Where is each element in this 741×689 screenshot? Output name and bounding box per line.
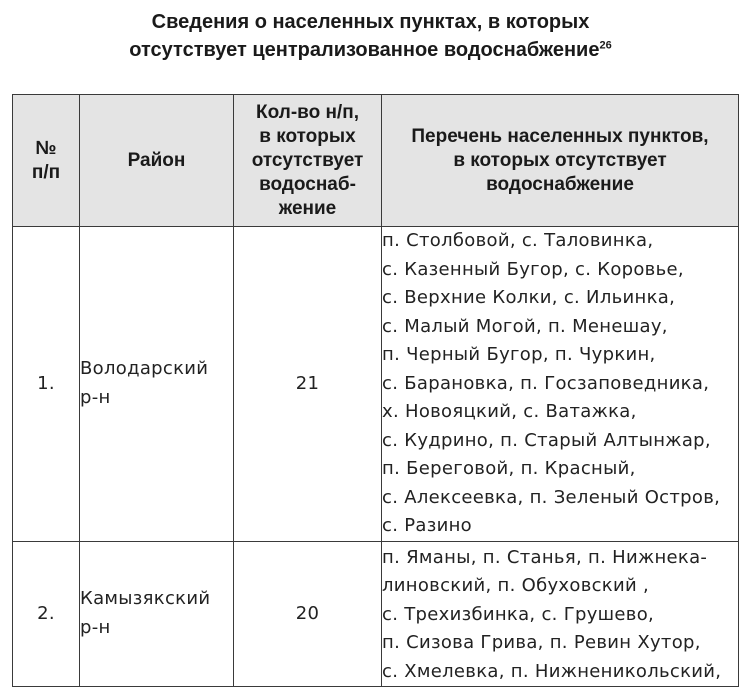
district-line: р-н (80, 386, 111, 408)
settlements-table (12, 94, 739, 687)
settlement-line: с. Барановка, п. Госзаповедника, (382, 372, 710, 394)
title-line-2 (0, 36, 741, 64)
header-list-line: в которых отсутствует (453, 149, 667, 171)
settlement-line: с. Хмелевка, п. Нижненикольский, (382, 660, 722, 682)
district-line: Камызякский (80, 588, 211, 610)
header-count-line: в которых (259, 125, 356, 147)
row-num: 1. (13, 227, 80, 542)
settlement-line: х. Новояцкий, с. Ватажка, (382, 401, 637, 422)
table-header-row (13, 95, 739, 227)
settlement-line: с. Казенный Бугор, с. Коровье, (382, 258, 684, 280)
row-settlement-list (382, 541, 739, 687)
header-count-line: жение (278, 197, 337, 219)
settlement-line: с. Трехизбинка, с. Грушево, (382, 603, 655, 625)
settlement-line: п. Черный Бугор, п. Чуркин, (382, 344, 656, 365)
row-count: 20 (234, 541, 382, 687)
settlement-line: с. Кудрино, п. Старый Алтынжар, (382, 429, 711, 451)
settlement-line: с. Алексеевка, п. Зеленый Остров, (382, 486, 721, 508)
header-num (13, 95, 80, 227)
settlement-line: п. Ямaны, п. Станья, п. Нижнека- (382, 546, 708, 568)
header-count-line: Кол-во н/п, (256, 101, 359, 123)
settlement-line: с. Верхние Колки, с. Ильинка, (382, 287, 676, 308)
district-line: р-н (80, 616, 111, 638)
settlement-line: п. Береговой, п. Красный, (382, 458, 636, 479)
row-count: 21 (234, 227, 382, 542)
row-district (80, 227, 234, 542)
header-list-line: водоснабжение (486, 173, 634, 195)
header-district: Район (80, 95, 234, 227)
row-settlement-list (382, 227, 739, 542)
settlement-line: с. Разино (382, 515, 472, 536)
header-list-line: Перечень населенных пунктов, (411, 125, 709, 147)
settlement-line: п. Сизова Грива, п. Ревин Хутор, (382, 632, 701, 653)
title-line-1: Сведения о населенных пунктах, в которых (151, 11, 590, 33)
header-count (234, 95, 382, 227)
table-row (13, 227, 739, 542)
settlement-line: линовский, п. Обуховский , (382, 575, 650, 596)
row-district (80, 541, 234, 687)
title-line-2-text: отсутствует централизованное водоснабжение (129, 39, 600, 61)
settlement-line: п. Столбовой, с. Таловинка, (382, 230, 654, 251)
document-title (0, 8, 741, 64)
header-list (382, 95, 739, 227)
footnote-marker: 26 (599, 39, 612, 52)
header-count-line: водоснаб- (259, 173, 356, 195)
settlement-line: с. Малый Могой, п. Менешау, (382, 315, 668, 337)
table-row (13, 541, 739, 687)
district-line: Володарский (80, 358, 209, 380)
header-count-line: отсутствует (251, 149, 364, 171)
header-num-line: № (35, 137, 57, 159)
row-num: 2. (13, 541, 80, 687)
header-num-line: п/п (31, 161, 61, 183)
